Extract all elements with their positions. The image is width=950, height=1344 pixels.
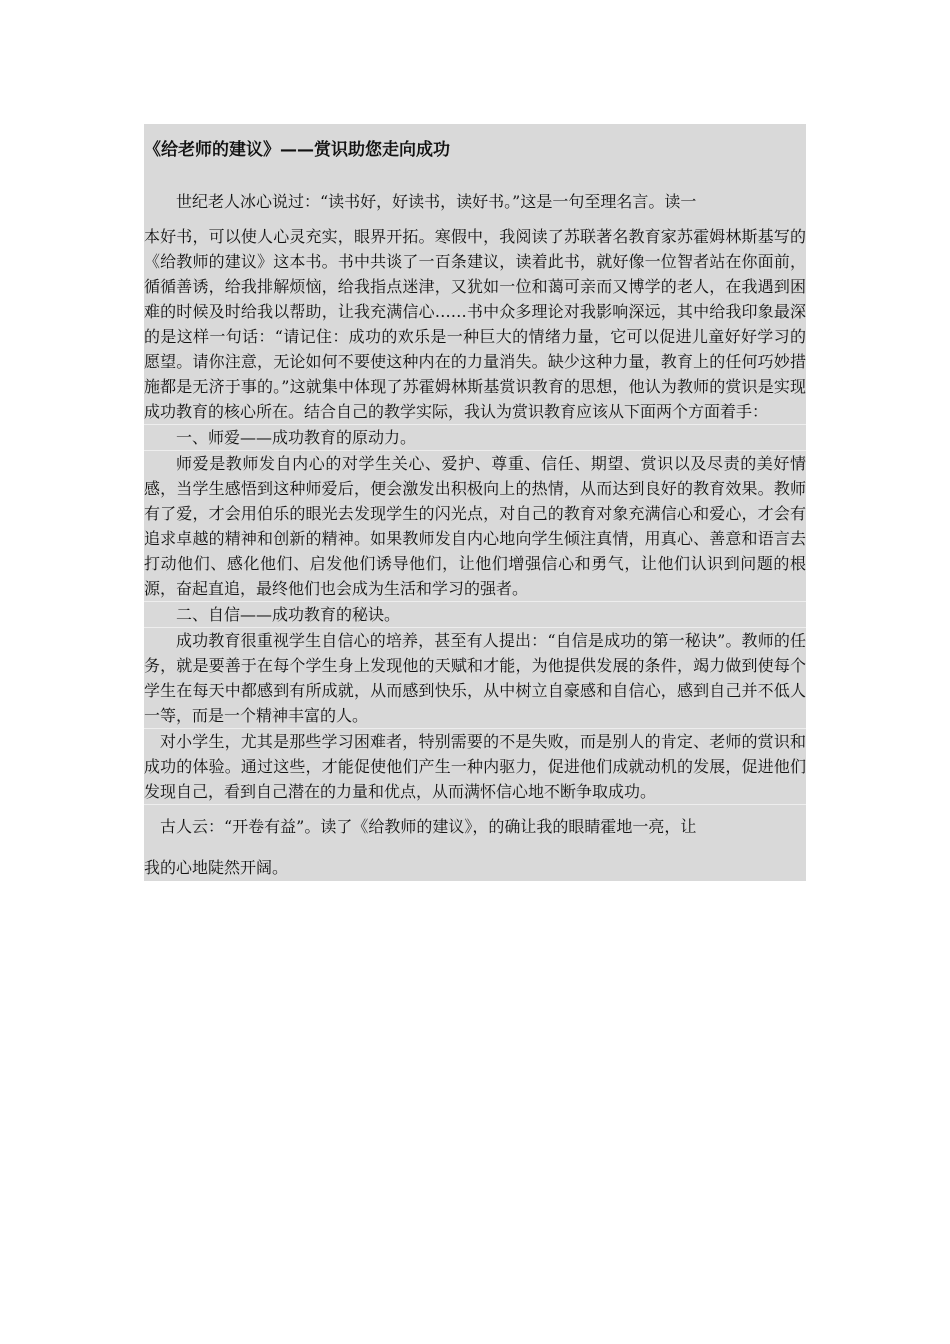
intro-body: 本好书，可以使人心灵充实，眼界开拓。寒假中，我阅读了苏联著名教育家苏霍姆林斯基写的《给教师的建议》这本书。书中共谈了一百条建议，读着此书，就好像一位智者站在你面前，循循善诱，给我排解烦恼，给我指点迷津，又犹如一位和蔼可亲而又博学的老人，在我遇到困难的时候及时给我以帮助，让我充满信心……书中众多理论对我影响深远，其中给我印象最深的是这样一句话：“请记住：成功的欢乐是一种巨大的情绪力量，它可以促进儿童好好学习的愿望。请你注意，无论如何不要使这种内在的力量消失。缺少这种力量，教育上的任何巧妙措施都是无济于事的。”这就集中体现了苏霍姆林斯基赏识教育的思想，他认为教师的赏识是实现成功教育的核心所在。结合自己的教学实际，我认为赏识教育应该从下面两个方面着手： bbox=[144, 227, 806, 421]
paragraph-teacher-love: 师爱是教师发自内心的对学生关心、爱护、尊重、信任、期望、赏识以及尽责的美好情感，当学生感悟到这种师爱后，便会激发出积极向上的热情，从而达到良好的教育效果。教师有了爱，才会用伯乐的眼光去发现学生的闪光点，对自己的教育对象充满信心和爱心，才会有追求卓越的精神和创新的精神。如果教师发自内心地向学生倾注真情，用真心、善意和语言去打动他们、感化他们、启发他们诱导他们，让他们增强信心和勇气，让他们认识到问题的根源，奋起直追，最终他们也会成为生活和学习的强者。 bbox=[144, 450, 806, 601]
document-title: 《给老师的建议》——赏识助您走向成功 bbox=[144, 140, 450, 160]
section-heading-confidence: 二、自信——成功教育的秘诀。 bbox=[144, 601, 806, 627]
closing-body: 我的心地陡然开阔。 bbox=[144, 858, 289, 877]
intro-first-line: 世纪老人冰心说过：“读书好，好读书，读好书。”这是一句至理名言。读一 bbox=[176, 192, 697, 211]
paragraph-pupils: 对小学生，尤其是那些学习困难者，特别需要的不是失败，而是别人的肯定、老师的赏识和成功的体验。通过这些，才能促使他们产生一种内驱力，促进他们成就动机的发展，促进他们发现自己，看到自己潜在的力量和优点，从而满怀信心地不断争取成功。 bbox=[144, 728, 806, 804]
intro-paragraph bbox=[144, 176, 806, 424]
section-heading-teacher-love: 一、师爱——成功教育的原动力。 bbox=[144, 424, 806, 450]
paragraph-confidence: 成功教育很重视学生自信心的培养，甚至有人提出：“自信是成功的第一秘诀”。教师的任务，就是要善于在每个学生身上发现他的天赋和才能，为他提供发展的条件，竭力做到使每个学生在每天中都感到有所成就，从而感到快乐，从中树立自豪感和自信心，感到自己并不低人一等，而是一个精神丰富的人。 bbox=[144, 627, 806, 728]
document-block bbox=[144, 124, 806, 881]
closing-first-line: 古人云：“开卷有益”。读了《给教师的建议》，的确让我的眼睛霍地一亮，让 bbox=[160, 817, 697, 836]
closing-paragraph bbox=[144, 804, 806, 881]
